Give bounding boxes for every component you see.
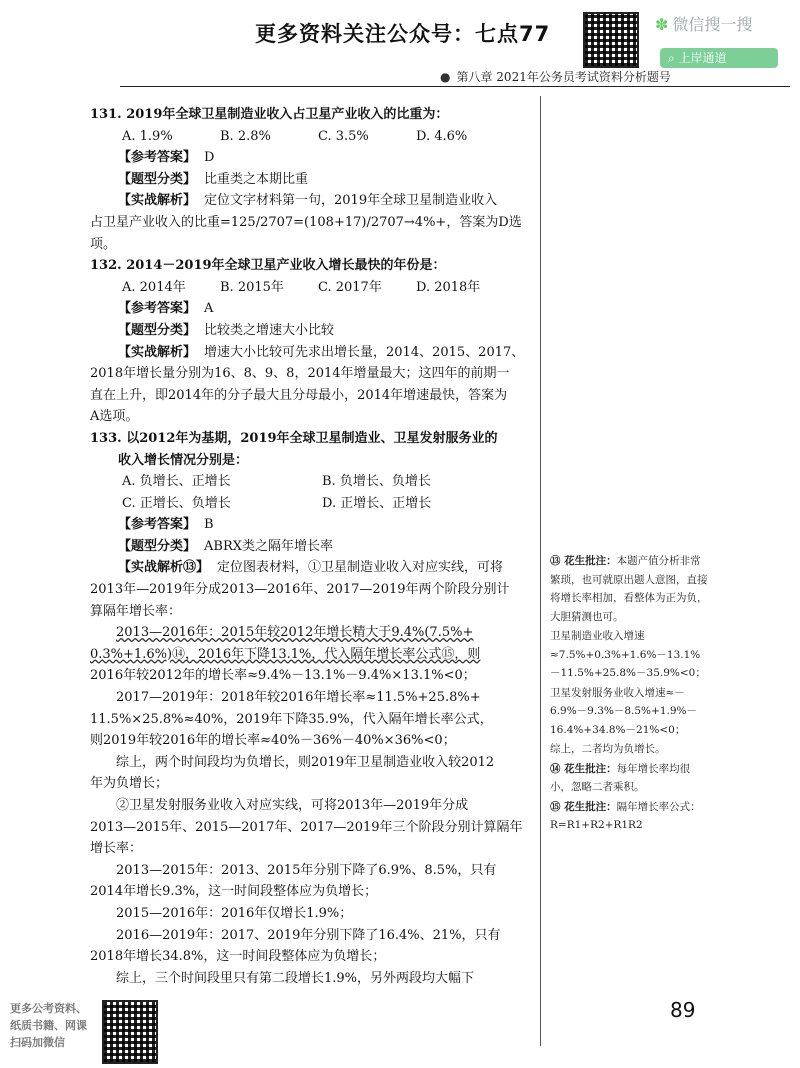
wechat-logo-text: 微信搜一搜 xyxy=(672,15,753,34)
note-text: 隔年增长率公式：R=R1+R2+R1R2 xyxy=(550,800,701,831)
side-note xyxy=(550,552,710,626)
analysis-text: 增速大小比较可先求出增长量，2014、2015、2017、 xyxy=(204,344,525,360)
answer-value: D xyxy=(204,150,215,166)
analysis-text: 则2019年较2016年的增长率≈40%－36%－40%×36%<0； xyxy=(90,733,456,749)
analysis-text: 2016—2019年：2017、2019年分别下降了16.4%、21%，只有 xyxy=(116,927,501,943)
promo-line: 扫码加微信 xyxy=(10,1036,65,1049)
question-133-options xyxy=(90,471,530,493)
analysis-text: 2018年增长34.8%，这一时间段整体应为负增长； xyxy=(90,949,386,965)
analysis-row xyxy=(90,342,530,364)
option-b: B. 负增长、负增长 xyxy=(322,474,431,490)
answer-label: 【参考答案】 xyxy=(118,301,197,317)
side-note xyxy=(550,798,710,835)
type-row xyxy=(90,536,530,558)
search-channel-button[interactable] xyxy=(660,48,778,68)
bullet-icon: ● xyxy=(440,70,451,84)
main-column xyxy=(90,104,530,989)
side-notes xyxy=(550,552,710,836)
page-number: 89 xyxy=(670,998,696,1022)
analysis-text: 11.5%×25.8%≈40%，2019年下降35.9%，代入隔年增长率公式， xyxy=(90,711,493,727)
question-133-stem-cont: 收入增长情况分别是： xyxy=(118,452,249,468)
column-divider xyxy=(540,96,541,1046)
note-text: 每年增长率均很小，忽略二者乘积。 xyxy=(550,762,691,793)
note-label: ⑮ 花生批注： xyxy=(550,800,617,813)
answer-row xyxy=(90,147,530,169)
analysis-text: 2013—2015年：2013、2015年分别下降了6.9%、8.5%，只有 xyxy=(116,862,497,878)
promo-line: 更多公考资料、 xyxy=(10,1002,87,1015)
analysis-label: 【实战解析⑬】 xyxy=(118,560,210,576)
type-row xyxy=(90,320,530,342)
option-b: B. 2015年 xyxy=(220,279,284,295)
footer-promo xyxy=(10,1000,98,1051)
analysis-text: 2018年增长量分别为16、8、9、8，2014年增量最大；这四年的前期一 xyxy=(90,366,510,382)
question-131-stem: 131. 2019年全球卫星制造业收入占卫星产业收入的比重为： xyxy=(90,107,449,122)
promo-line: 纸质书籍、网课 xyxy=(10,1019,87,1032)
analysis-text xyxy=(90,644,530,666)
note-text: 本题产值分析非常繁琐，也可就原出题人意图，直接将增长率相加，看整体为正为负，大胆猜测也可。 xyxy=(550,555,708,623)
analysis-text: 2013年—2019年分成2013—2016年、2017—2019年两个阶段分别计 xyxy=(90,582,510,598)
analysis-text: 2014年增长9.3%，这一时间段整体应为负增长； xyxy=(90,884,378,900)
analysis-text: 直在上升，即2014年的分子最大且分母最小，2014年增速最快，答案为 xyxy=(90,387,508,403)
analysis-row xyxy=(90,557,530,579)
analysis-text: 定位图表材料，①卫星制造业收入对应实线，可将 xyxy=(217,560,504,576)
answer-row xyxy=(90,514,530,536)
analysis-text: 综上，三个时间段里只有第二段增长1.9%，另外两段均大幅下 xyxy=(116,970,475,986)
question-131-options xyxy=(90,126,530,148)
analysis-text: 2013—2015年、2015—2017年、2017—2019年三个阶段分别计算隔年 xyxy=(90,819,523,835)
note-text: 卫星制造业收入增速≈7.5%+0.3%+1.6%－13.1%－11.5%+25.8%－35.9%<0； xyxy=(550,630,706,679)
header-rule xyxy=(120,86,790,87)
analysis-text: 综上，两个时间段均为负增长，则2019年卫星制造业收入较2012 xyxy=(116,754,495,770)
analysis-label: 【实战解析】 xyxy=(118,193,197,209)
type-value: 比较类之增速大小比较 xyxy=(204,322,335,338)
option-a: A. 1.9% xyxy=(122,128,173,144)
analysis-text: 算隔年增长率： xyxy=(90,603,182,619)
option-c: C. 2017年 xyxy=(318,279,382,295)
side-note xyxy=(550,684,710,740)
answer-value: A xyxy=(204,301,214,317)
option-a: A. 2014年 xyxy=(122,279,186,295)
analysis-text: 定位文字材料第一句，2019年全球卫星制造业收入 xyxy=(204,193,498,209)
side-note xyxy=(550,760,710,797)
qr-code-image xyxy=(583,12,639,68)
wechat-icon: ✽ xyxy=(655,15,669,34)
analysis-row xyxy=(90,190,530,212)
answer-row xyxy=(90,298,530,320)
option-b: B. 2.8% xyxy=(220,128,271,144)
analysis-text: 占卫星产业收入的比重=125/2707=(108+17)/2707→4%+，答案为D选项。 xyxy=(90,214,522,252)
analysis-text: 年为负增长； xyxy=(90,776,169,792)
analysis-text: 2015—2016年：2016年仅增长1.9%； xyxy=(116,905,353,921)
analysis-label: 【实战解析】 xyxy=(118,344,197,360)
wechat-search-logo xyxy=(655,12,752,35)
type-value: ABRX类之隔年增长率 xyxy=(204,538,334,554)
note-text: 综上，二者均为负增长。 xyxy=(550,743,666,755)
type-label: 【题型分类】 xyxy=(118,538,197,554)
answer-value: B xyxy=(204,517,214,533)
option-c: C. 3.5% xyxy=(318,128,369,144)
analysis-text: 2017—2019年：2018年较2016年增长率≈11.5%+25.8%+ xyxy=(116,690,481,706)
search-icon: ⌕ xyxy=(668,51,679,65)
type-label: 【题型分类】 xyxy=(118,322,197,338)
analysis-text: A选项。 xyxy=(90,409,139,425)
side-note xyxy=(550,740,710,759)
running-head-text: 第八章 2021年公务员考试资料分析题号 xyxy=(456,70,671,84)
question-132-stem: 132. 2014－2019年全球卫星产业收入增长最快的年份是： xyxy=(90,258,446,274)
highlight-text: 2013—2016年：2015年较2012年增长精大于9.4%(7.5%+ xyxy=(116,625,474,641)
analysis-text: 2016年较2012年的增长率≈9.4%－13.1%－9.4%×13.1%<0； xyxy=(90,668,476,684)
note-label: ⑬ 花生批注： xyxy=(550,555,617,567)
note-text: 卫星发射服务业收入增速≈－6.9%－9.3%－8.5%+1.9%－16.4%+34.8%－21%<0； xyxy=(550,686,697,736)
option-d: D. 2018年 xyxy=(416,279,481,295)
question-132-options xyxy=(90,277,530,299)
option-d: D. 正增长、正增长 xyxy=(322,495,432,511)
qr-code-image xyxy=(102,1000,158,1064)
answer-label: 【参考答案】 xyxy=(118,150,197,166)
type-value: 比重类之本期比重 xyxy=(204,171,309,187)
question-133-options xyxy=(90,493,530,515)
option-c: C. 正增长、负增长 xyxy=(122,495,231,511)
running-head xyxy=(440,68,671,85)
highlight-text: 0.3%+1.6%)⑭，2016年下降13.1%，代入隔年增长率公式⑮，则 xyxy=(90,646,481,662)
analysis-text xyxy=(90,622,530,644)
search-button-label: 上岸通道 xyxy=(678,51,727,65)
question-133-stem: 133. 以2012年为基期，2019年全球卫星制造业、卫星发射服务业的 xyxy=(90,430,498,446)
option-a: A. 负增长、正增长 xyxy=(122,474,231,490)
type-row xyxy=(90,169,530,191)
note-label: ⑭ 花生批注： xyxy=(550,762,617,775)
promo-banner-title: 更多资料关注公众号：七点77 xyxy=(255,22,551,46)
analysis-text: 增长率： xyxy=(90,841,143,857)
side-note xyxy=(550,627,710,683)
analysis-text: ②卫星发射服务业收入对应实线，可将2013年—2019年分成 xyxy=(116,798,469,813)
answer-label: 【参考答案】 xyxy=(118,517,197,533)
type-label: 【题型分类】 xyxy=(118,171,197,187)
option-d: D. 4.6% xyxy=(416,128,468,144)
